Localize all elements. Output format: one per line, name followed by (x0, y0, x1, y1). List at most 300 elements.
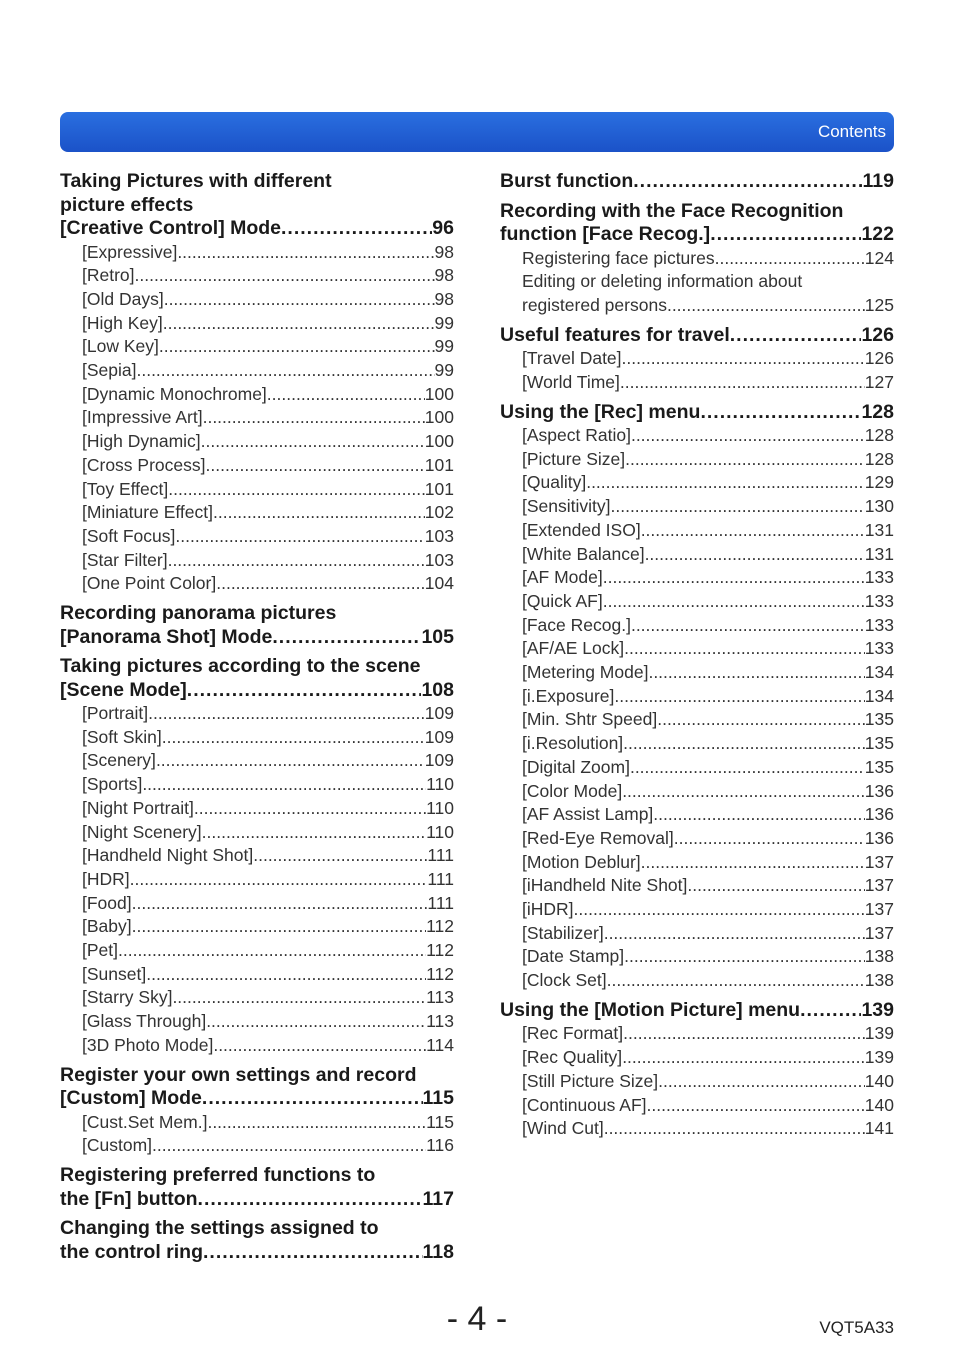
section-page: 117 (422, 1187, 454, 1210)
toc-entry[interactable] (500, 371, 894, 395)
entry-title: [Continuous AF] (522, 1094, 647, 1115)
toc-entry[interactable] (60, 726, 454, 750)
dot-leader (687, 874, 864, 898)
entry-title: [Cross Process] (82, 454, 206, 475)
dot-leader (194, 797, 426, 821)
dot-leader (135, 264, 435, 288)
page-ref: 134 (864, 685, 894, 706)
entry-title: [Expressive] (82, 241, 178, 262)
dot-leader (146, 963, 426, 987)
entry-title: [i.Exposure] (522, 685, 615, 706)
section-heading-row[interactable] (60, 679, 454, 703)
toc-entry[interactable] (60, 1134, 454, 1158)
dot-leader (130, 868, 428, 892)
dot-leader (631, 614, 865, 638)
toc-section (500, 999, 894, 1141)
dot-leader (118, 939, 426, 963)
page-ref: 128 (864, 425, 894, 446)
dot-leader (187, 679, 422, 703)
toc-section (60, 1217, 454, 1264)
section-heading-row[interactable] (500, 324, 894, 348)
dot-leader (622, 347, 865, 371)
toc-entry[interactable] (500, 708, 894, 732)
dot-leader (148, 702, 425, 726)
page-ref: 136 (864, 827, 894, 848)
entry-title: [Handheld Night Shot] (82, 845, 254, 866)
toc-entry[interactable] (60, 454, 454, 478)
dot-leader (622, 780, 865, 804)
toc-entry[interactable] (60, 549, 454, 573)
dot-leader (163, 312, 435, 336)
page-ref: 116 (426, 1135, 454, 1156)
toc-entry[interactable] (60, 572, 454, 596)
toc-entry[interactable] (500, 756, 894, 780)
section-heading-line: Register your own settings and record (60, 1063, 417, 1086)
page-ref: 100 (424, 407, 454, 428)
page-ref: 138 (864, 946, 894, 967)
section-heading-row[interactable] (500, 223, 894, 247)
page-ref: 135 (864, 733, 894, 754)
dot-leader (603, 590, 865, 614)
toc-entry[interactable] (60, 1111, 454, 1135)
toc-entry[interactable] (60, 986, 454, 1010)
entry-title: [Cust.Set Mem.] (82, 1111, 208, 1132)
entry-title: [3D Photo Mode] (82, 1034, 214, 1055)
page-ref: 110 (426, 821, 454, 842)
document-code: VQT5A33 (819, 1318, 894, 1337)
toc-entry[interactable] (60, 501, 454, 525)
toc-entry[interactable] (60, 383, 454, 407)
dot-leader (645, 543, 865, 567)
dot-leader (641, 851, 865, 875)
page-ref: 138 (864, 970, 894, 991)
page-ref: 136 (864, 780, 894, 801)
entry-title: [Retro] (82, 265, 135, 286)
page-ref: 113 (426, 987, 454, 1008)
toc-entry[interactable] (500, 1022, 894, 1046)
dot-leader (624, 637, 865, 661)
toc-entry[interactable] (60, 264, 454, 288)
section-heading-line: Taking Pictures with different (60, 170, 332, 192)
toc-entry[interactable] (500, 1094, 894, 1118)
toc-section (500, 200, 894, 318)
page-ref: 137 (864, 875, 894, 896)
dot-leader (730, 324, 862, 348)
page-ref: 113 (426, 1011, 454, 1032)
page-ref: 112 (426, 940, 454, 961)
dot-leader (607, 969, 865, 993)
section-heading-row[interactable] (60, 626, 454, 650)
toc-entry[interactable] (60, 702, 454, 726)
toc-entry[interactable] (500, 874, 894, 898)
page-ref: 109 (424, 703, 454, 724)
toc-entry[interactable] (500, 519, 894, 543)
entry-title: [Travel Date] (522, 348, 622, 369)
section-heading-row[interactable] (500, 999, 894, 1023)
toc-entry[interactable] (60, 406, 454, 430)
entry-title: [AF/AE Lock] (522, 638, 625, 659)
toc-entry[interactable] (500, 1070, 894, 1094)
section-heading-row[interactable] (60, 1188, 454, 1212)
dot-leader (168, 549, 425, 573)
entry-title: [AF Assist Lamp] (522, 804, 654, 825)
entry-title: [Min. Shtr Speed] (522, 709, 658, 730)
page-ref: 133 (864, 590, 894, 611)
dot-leader (175, 525, 424, 549)
dot-leader (641, 519, 865, 543)
entry-title: [Rec Format] (522, 1023, 624, 1044)
dot-leader (611, 495, 865, 519)
toc-entry[interactable] (500, 969, 894, 993)
section-page: 115 (422, 1087, 454, 1110)
dot-leader (674, 827, 865, 851)
page-ref: 137 (864, 851, 894, 872)
toc-section (60, 1064, 454, 1158)
page-ref: 130 (864, 496, 894, 517)
entry-title: [Miniature Effect] (82, 502, 213, 523)
dot-leader (164, 288, 435, 312)
toc-entry[interactable] (500, 247, 894, 271)
page-ref: 114 (426, 1034, 454, 1055)
entry-title: [iHandheld Nite Shot] (522, 875, 688, 896)
entry-title: [Toy Effect] (82, 478, 169, 499)
page-ref: 99 (434, 360, 454, 381)
toc-entry[interactable] (500, 566, 894, 590)
dot-leader (216, 572, 425, 596)
page-ref: 129 (864, 472, 894, 493)
dot-leader (630, 756, 865, 780)
dot-leader (203, 1241, 423, 1265)
toc-entry[interactable] (60, 749, 454, 773)
toc-entry[interactable] (500, 347, 894, 371)
section-heading-row[interactable] (500, 401, 894, 425)
toc-entry[interactable] (500, 780, 894, 804)
toc-entry[interactable] (500, 637, 894, 661)
dot-leader (159, 335, 435, 359)
dot-leader (653, 803, 865, 827)
page-ref: 99 (434, 336, 454, 357)
toc-section (60, 655, 454, 1058)
toc-entry[interactable] (60, 335, 454, 359)
toc-entry[interactable] (500, 898, 894, 922)
entry-title: [Date Stamp] (522, 946, 625, 967)
toc-entry[interactable] (60, 821, 454, 845)
toc-entry[interactable] (500, 661, 894, 685)
dot-leader (203, 406, 425, 430)
dot-leader (667, 294, 865, 318)
page-ref: 137 (864, 922, 894, 943)
entry-title: [Night Scenery] (82, 821, 202, 842)
entry-title: [iHDR] (522, 899, 574, 920)
toc-section (500, 401, 894, 993)
toc-section (500, 324, 894, 395)
toc-entry[interactable] (500, 685, 894, 709)
section-page: 128 (861, 400, 894, 423)
dot-leader (710, 223, 861, 247)
section-page: 139 (861, 998, 894, 1021)
entry-title: [Sports] (82, 774, 143, 795)
toc-entry[interactable] (60, 288, 454, 312)
toc-entry[interactable] (60, 797, 454, 821)
dot-leader (281, 217, 432, 241)
section-heading-row[interactable] (60, 217, 454, 241)
entry-title: [Night Portrait] (82, 797, 194, 818)
entry-title: [Dynamic Monochrome] (82, 383, 267, 404)
toc-entry[interactable] (60, 525, 454, 549)
dot-leader (622, 1046, 865, 1070)
entry-title: [Motion Deblur] (522, 851, 641, 872)
page-ref: 103 (424, 549, 454, 570)
section-heading-line: Registering preferred functions to (60, 1164, 376, 1186)
dot-leader (207, 1111, 426, 1135)
dot-leader (800, 999, 861, 1023)
entry-title: [Custom] (82, 1135, 153, 1156)
dot-leader (201, 430, 425, 454)
entry-title: [Clock Set] (522, 970, 607, 991)
page-ref: 133 (864, 614, 894, 635)
page-ref: 140 (864, 1094, 894, 1115)
toc-entry[interactable] (500, 803, 894, 827)
entry-title: [Soft Skin] (82, 726, 162, 747)
dot-leader (623, 1022, 865, 1046)
page-ref: 109 (424, 726, 454, 747)
toc-entry[interactable] (60, 241, 454, 265)
dot-leader (172, 986, 426, 1010)
page-ref: 141 (864, 1118, 894, 1139)
dot-leader (267, 383, 425, 407)
toc-section (500, 170, 894, 194)
dot-leader (715, 247, 865, 271)
section-heading-line: Taking pictures according to the scene (60, 655, 421, 678)
entry-title: [Digital Zoom] (522, 756, 630, 777)
toc-entry[interactable] (500, 614, 894, 638)
dot-leader (658, 1070, 865, 1094)
dot-leader (631, 424, 865, 448)
page-number: - 4 - (446, 1300, 508, 1338)
entry-title: [Still Picture Size] (522, 1070, 659, 1091)
page-ref: 110 (426, 774, 454, 795)
entry-title: [Aspect Ratio] (522, 425, 631, 446)
page-ref: 128 (864, 448, 894, 469)
dot-leader (198, 1188, 423, 1212)
entry-title: [Metering Mode] (522, 662, 649, 683)
dot-leader (213, 501, 425, 525)
page-ref: 109 (424, 750, 454, 771)
toc-entry[interactable] (60, 868, 454, 892)
toc-entry[interactable] (500, 590, 894, 614)
page-ref: 103 (424, 525, 454, 546)
page-ref: 135 (864, 709, 894, 730)
dot-leader (574, 898, 865, 922)
section-title: Using the [Rec] menu (500, 400, 701, 423)
toc-entry[interactable] (60, 430, 454, 454)
entry-title: [Rec Quality] (522, 1047, 623, 1068)
page-ref: 110 (426, 797, 454, 818)
entry-title: [Soft Focus] (82, 525, 176, 546)
entry-title: [AF Mode] (522, 567, 603, 588)
dot-leader (253, 844, 427, 868)
page-ref: 98 (434, 288, 454, 309)
section-heading-row[interactable] (500, 170, 894, 194)
toc-entry[interactable] (60, 478, 454, 502)
toc-entry[interactable] (500, 424, 894, 448)
toc-entry[interactable] (500, 851, 894, 875)
toc-entry[interactable] (60, 359, 454, 383)
section-page: 108 (421, 678, 454, 701)
toc-entry[interactable] (500, 827, 894, 851)
dot-leader (202, 821, 426, 845)
toc-entry[interactable] (500, 1046, 894, 1070)
dot-leader (272, 626, 421, 650)
dot-leader (177, 241, 434, 265)
section-heading-row[interactable] (60, 1087, 454, 1111)
dot-leader (132, 892, 428, 916)
entry-title: [HDR] (82, 868, 130, 889)
entry-title: Registering face pictures (522, 247, 715, 268)
section-title: Using the [Motion Picture] menu (500, 998, 801, 1021)
dot-leader (700, 401, 861, 425)
section-title: [Creative Control] Mode (60, 217, 282, 239)
dot-leader (624, 945, 865, 969)
entry-title: [Old Days] (82, 288, 164, 309)
page-ref: 98 (434, 265, 454, 286)
dot-leader (152, 1134, 426, 1158)
page-ref: 102 (424, 502, 454, 523)
section-title: [Scene Mode] (60, 678, 187, 701)
page-ref: 131 (864, 543, 894, 564)
entry-title: [Star Filter] (82, 549, 168, 570)
toc-entry-text: Editing or deleting information about (522, 271, 803, 292)
page-ref: 139 (864, 1047, 894, 1068)
entry-title: [High Key] (82, 312, 163, 333)
dot-leader (162, 726, 425, 750)
entry-title: [One Point Color] (82, 573, 217, 594)
section-heading-line: Recording with the Face Recognition (500, 199, 844, 222)
entry-title: [Scenery] (82, 750, 156, 771)
page-ref: 125 (864, 294, 894, 315)
page-ref: 100 (424, 431, 454, 452)
section-page: 126 (861, 323, 894, 346)
dot-leader (142, 773, 426, 797)
section-heading-row[interactable] (60, 1241, 454, 1265)
section-page: 105 (421, 625, 454, 648)
page-ref: 140 (864, 1070, 894, 1091)
toc-left-column (60, 170, 454, 1270)
entry-title: [Sensitivity] (522, 496, 611, 517)
contents-tab[interactable]: Contents (817, 122, 886, 141)
dot-leader (604, 1117, 865, 1141)
toc-entry[interactable] (60, 844, 454, 868)
dot-leader (603, 566, 865, 590)
toc-entry[interactable] (60, 1034, 454, 1058)
toc-entry[interactable] (60, 312, 454, 336)
entry-title: [Glass Through] (82, 1011, 207, 1032)
section-title: [Custom] Mode (60, 1087, 202, 1110)
toc-entry[interactable] (60, 915, 454, 939)
dot-leader (648, 661, 864, 685)
dot-leader (633, 170, 862, 194)
entry-title: [White Balance] (522, 543, 645, 564)
toc-entry[interactable] (60, 1010, 454, 1034)
section-heading-line: Changing the settings assigned to (60, 1217, 379, 1239)
toc-entry[interactable] (500, 294, 894, 318)
toc-entry[interactable] (500, 495, 894, 519)
dot-leader (213, 1034, 426, 1058)
toc-entry[interactable] (500, 448, 894, 472)
dot-leader (136, 359, 434, 383)
page-ref: 112 (426, 963, 454, 984)
entry-title: [Stabilizer] (522, 922, 604, 943)
section-title: function [Face Recog.] (500, 223, 711, 245)
entry-title: [Sunset] (82, 963, 147, 984)
header-banner (60, 112, 894, 152)
section-title: the [Fn] button (60, 1187, 198, 1210)
entry-title: [Starry Sky] (82, 987, 173, 1008)
page-ref: 99 (434, 312, 454, 333)
toc-entry[interactable] (500, 543, 894, 567)
section-title: Burst function (500, 170, 634, 192)
entry-title: [World Time] (522, 371, 620, 392)
page-ref: 126 (864, 348, 894, 369)
entry-title: [Face Recog.] (522, 614, 631, 635)
section-title: [Panorama Shot] Mode (60, 625, 273, 648)
page-ref: 111 (427, 868, 454, 889)
toc-entry[interactable] (60, 892, 454, 916)
toc-entry[interactable] (500, 1117, 894, 1141)
page-ref: 137 (864, 899, 894, 920)
dot-leader (657, 708, 865, 732)
page-ref: 135 (864, 756, 894, 777)
page-ref: 104 (424, 573, 454, 594)
section-page: 122 (861, 223, 894, 245)
toc-entry[interactable] (60, 773, 454, 797)
section-page: 119 (862, 170, 894, 192)
dot-leader (156, 749, 425, 773)
entry-title: [Color Mode] (522, 780, 623, 801)
dot-leader (604, 922, 865, 946)
toc-entry[interactable] (500, 922, 894, 946)
page-ref: 115 (426, 1111, 454, 1132)
page-ref: 136 (864, 804, 894, 825)
dot-leader (206, 454, 425, 478)
toc-section (60, 170, 454, 596)
toc-entry[interactable] (500, 732, 894, 756)
section-page: 118 (422, 1240, 454, 1263)
page-ref: 127 (864, 371, 894, 392)
entry-title: [Portrait] (82, 703, 149, 724)
entry-title: [Wind Cut] (522, 1118, 604, 1139)
entry-title: [High Dynamic] (82, 431, 201, 452)
page-ref: 124 (864, 247, 894, 268)
toc-entry[interactable] (500, 471, 894, 495)
entry-title: [Food] (82, 892, 132, 913)
page-ref: 133 (864, 638, 894, 659)
dot-leader (206, 1010, 426, 1034)
toc-entry[interactable] (60, 963, 454, 987)
page-ref: 111 (427, 845, 454, 866)
dot-leader (623, 732, 865, 756)
entry-title: [Quality] (522, 472, 587, 493)
page-ref: 131 (864, 519, 894, 540)
dot-leader (647, 1094, 865, 1118)
page-ref: 100 (424, 383, 454, 404)
toc-entry[interactable] (60, 939, 454, 963)
toc-entry[interactable] (500, 945, 894, 969)
page-ref: 101 (424, 454, 454, 475)
entry-title: [Red-Eye Removal] (522, 827, 674, 848)
page-ref: 98 (434, 241, 454, 262)
toc-section (60, 1164, 454, 1211)
